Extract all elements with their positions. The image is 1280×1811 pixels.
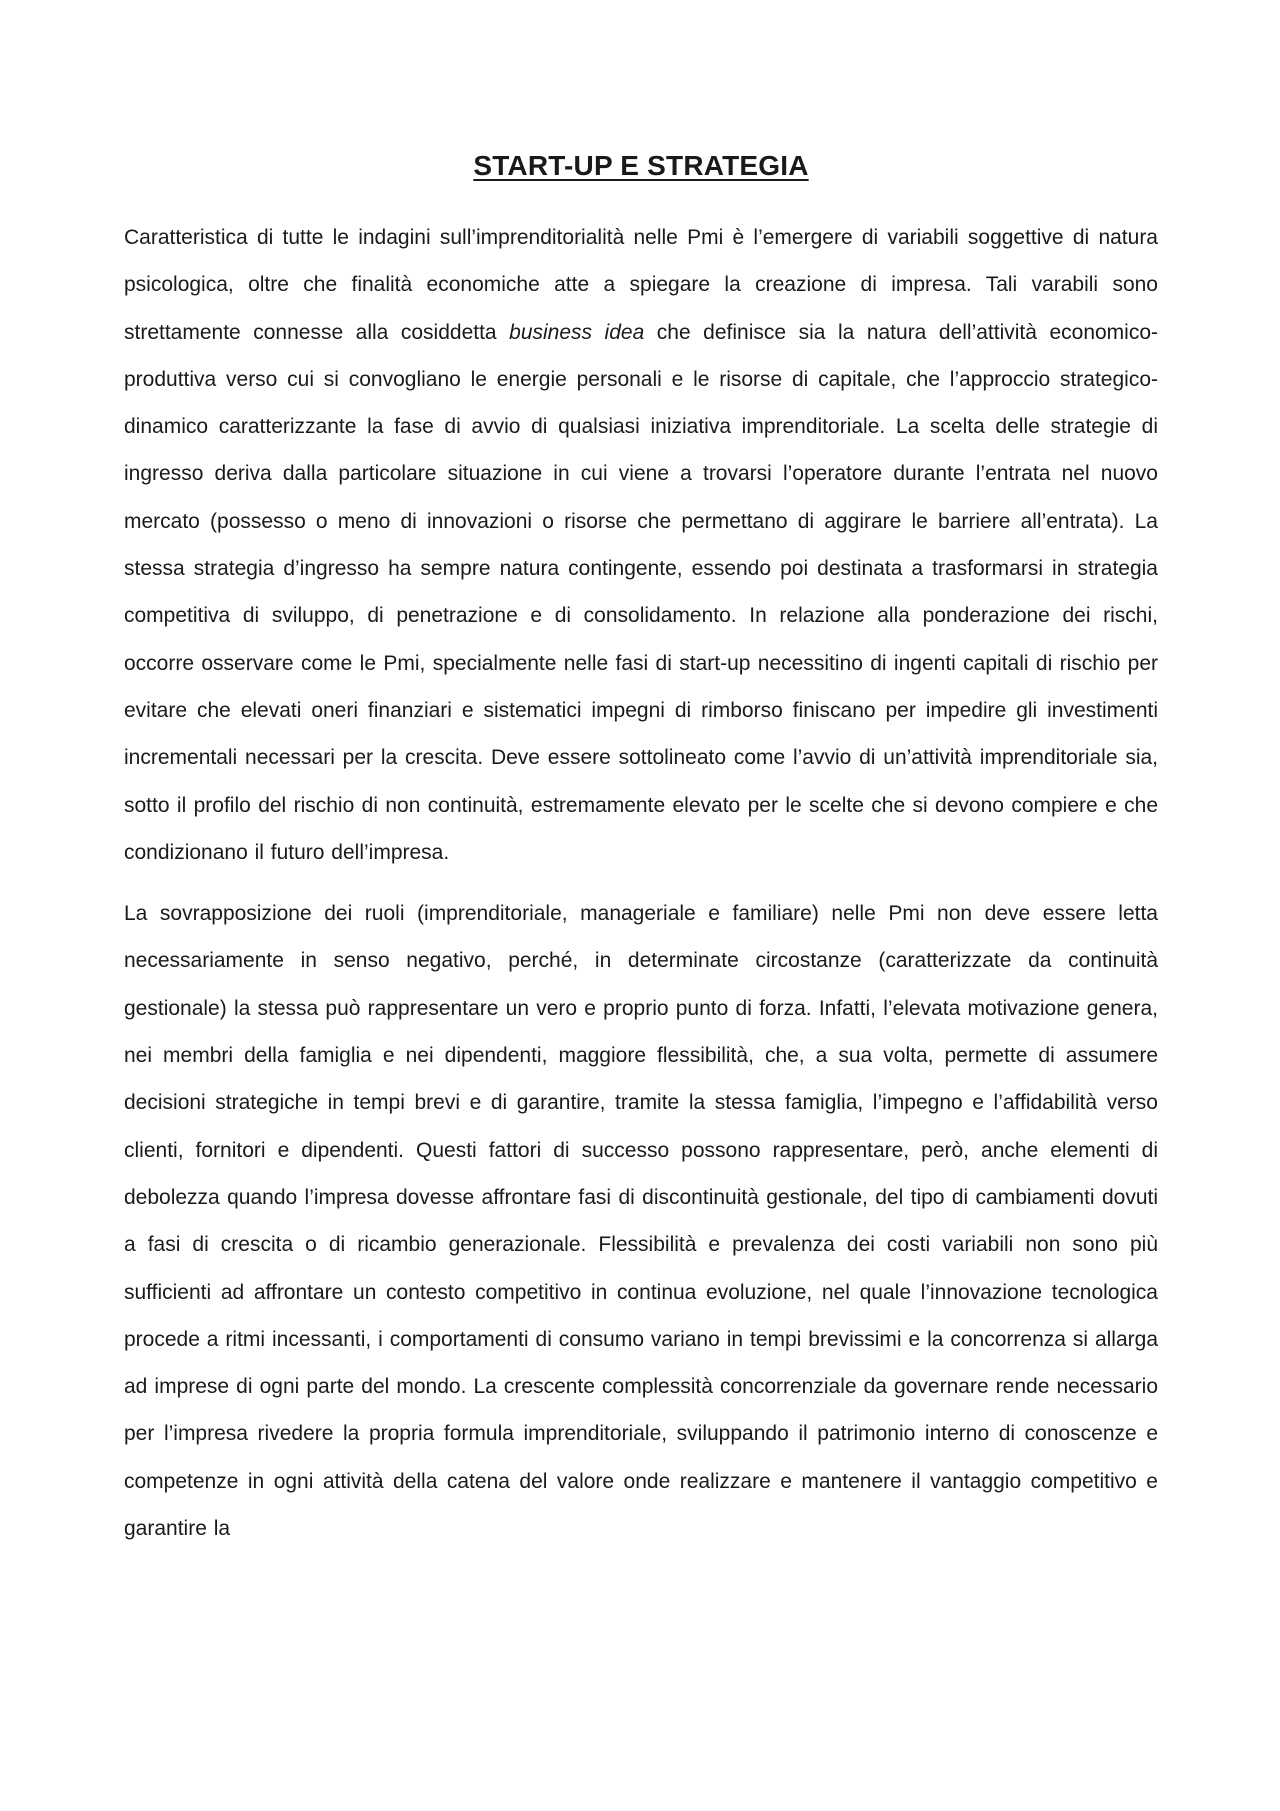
paragraph-1 (124, 214, 1158, 876)
paragraph-1-text-a: Caratteristica di tutte le indagini sull’imprenditorialità nelle Pmi è l’emergere di variabili soggettive di natura psicologica, oltre che finalità economiche atte a spiegare la creazione di impresa. Tali varabili sono strettamente connesse alla cosiddetta (124, 226, 1158, 344)
paragraph-2: La sovrapposizione dei ruoli (imprenditoriale, manageriale e familiare) nelle Pmi non deve essere letta necessariamente in senso negativo, perché, in determinate circostanze (caratterizzate da continuità gestionale) la stessa può rappresentare un vero e proprio punto di forza. Infatti, l’elevata motivazione genera, nei membri della famiglia e nei dipendenti, maggiore flessibilità, che, a sua volta, permette di assumere decisioni strategiche in tempi brevi e di garantire, tramite la stessa famiglia, l’impegno e l’affidabilità verso clienti, fornitori e dipendenti. Questi fattori di successo possono rappresentare, però, anche elementi di debolezza quando l’impresa dovesse affrontare fasi di discontinuità gestionale, del tipo di cambiamenti dovuti a fasi di crescita o di ricambio generazionale. Flessibilità e prevalenza dei costi variabili non sono più sufficienti ad affrontare un contesto competitivo in continua evoluzione, nel quale l’innovazione tecnologica procede a ritmi incessanti, i comportamenti di consumo variano in tempi brevissimi e la concorrenza si allarga ad imprese di ogni parte del mondo. La crescente complessità concorrenziale da governare rende necessario per l’impresa rivedere la propria formula imprenditoriale, sviluppando il patrimonio interno di conoscenze e competenze in ogni attività della catena del valore onde realizzare e mantenere il vantaggio competitivo e garantire la (124, 902, 1158, 1541)
document-page (124, 150, 1158, 1552)
paragraph-1-text-b: che definisce sia la natura dell’attività economico-produttiva verso cui si convogliano le energie personali e le risorse di capitale, che l’approccio strategico-dinamico caratterizzante la fase di avvio di qualsiasi iniziativa imprenditoriale. La scelta delle strategie di ingresso deriva dalla particolare situazione in cui viene a trovarsi l’operatore durante l’entrata nel nuovo mercato (possesso o meno di innovazioni o risorse che permettano di aggirare le barriere all’entrata). La stessa strategia d’ingresso ha sempre natura contingente, essendo poi destinata a trasformarsi in strategia competitiva di sviluppo, di penetrazione e di consolidamento. In relazione alla ponderazione dei rischi, occorre osservare come le Pmi, specialmente nelle fasi di start-up necessitino di ingenti capitali di rischio per evitare che elevati oneri finanziari e sistematici impegni di rimborso finiscano per impedire gli investimenti incrementali necessari per la crescita. Deve essere sottolineato come l’avvio di un’attività imprenditoriale sia, sotto il profilo del rischio di non continuità, estremamente elevato per le scelte che si devono compiere e che condizionano il futuro dell’impresa. (124, 320, 1159, 864)
document-title: START-UP E STRATEGIA (473, 150, 809, 181)
business-idea-italic: business idea (509, 320, 645, 344)
